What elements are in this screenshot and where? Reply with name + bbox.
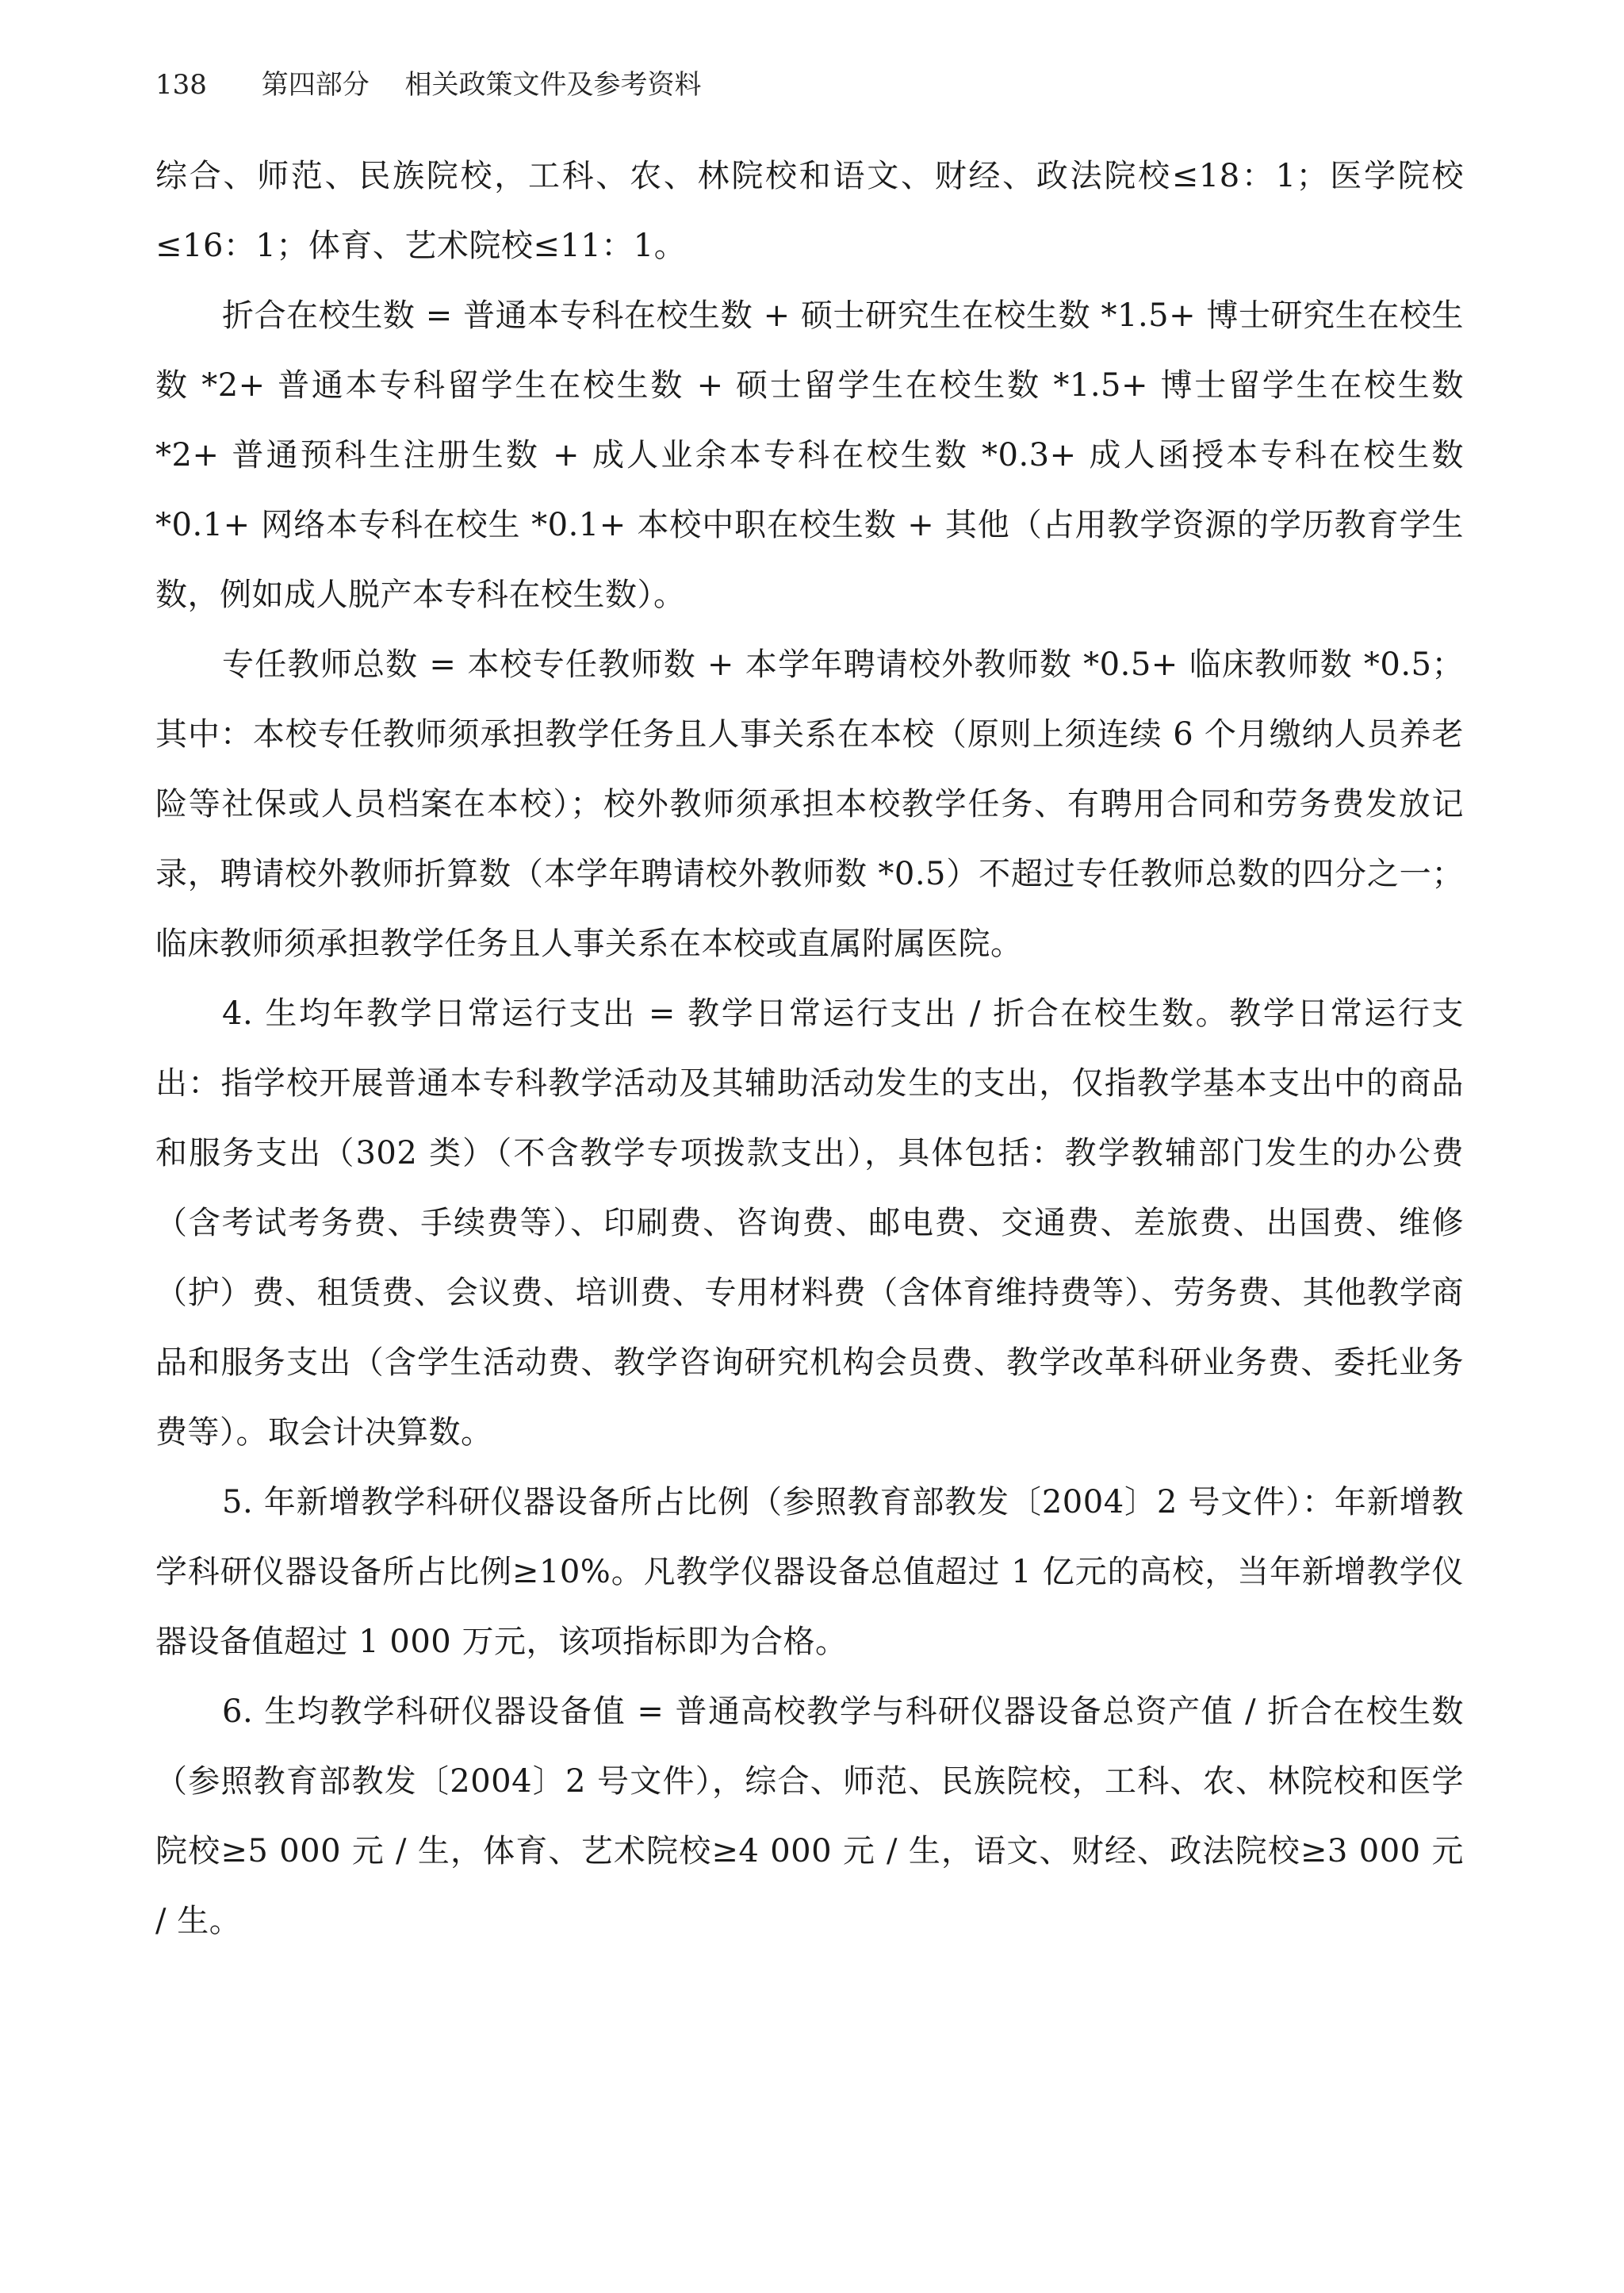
- paragraph-item-4: 4. 生均年教学日常运行支出 = 教学日常运行支出 / 折合在校生数。教学日常运行支出：指学校开展普通本专科教学活动及其辅助活动发生的支出，仅指教学基本支出中的商品和服务支出（302 类）（不含教学专项拨款支出），具体包括：教学教辅部门发生的办公费（含考试考务费、手续费等）、印刷费、咨询费、邮电费、交通费、差旅费、出国费、维修（护）费、租赁费、会议费、培训费、专用材料费（含体育维持费等）、劳务费、其他教学商品和服务支出（含学生活动费、教学咨询研究机构会员费、教学改革科研业务费、委托业务费等）。取会计决算数。: [155, 995, 1464, 1451]
- body-text: [155, 141, 1464, 1956]
- paragraph-enrollment-formula: 折合在校生数 = 普通本专科在校生数 + 硕士研究生在校生数 *1.5+ 博士研究生在校生数 *2+ 普通本专科留学生在校生数 + 硕士留学生在校生数 *1.5+ 博士留学生在校生数 *2+ 普通预科生注册生数 + 成人业余本专科在校生数 *0.3+ 成人函授本专科在校生数 *0.1+ 网络本专科在校生 *0.1+ 本校中职在校生数 + 其他（占用教学资源的学历教育学生数，例如成人脱产本专科在校生数）。: [155, 297, 1464, 613]
- page-number: 138: [155, 69, 207, 101]
- paragraph-teacher-count: 专任教师总数 = 本校专任教师数 + 本学年聘请校外教师数 *0.5+ 临床教师数 *0.5；其中：本校专任教师须承担教学任务且人事关系在本校（原则上须连续 6 个月缴纳人员养老险等社保或人员档案在本校）；校外教师须承担本校教学任务、有聘用合同和劳务费发放记录，聘请校外教师折算数（本学年聘请校外教师数 *0.5）不超过专任教师总数的四分之一；临床教师须承担教学任务且人事关系在本校或直属附属医院。: [155, 646, 1464, 962]
- section-title: 相关政策文件及参考资料: [404, 69, 702, 101]
- part-label: 第四部分: [261, 69, 370, 101]
- paragraph-item-5: 5. 年新增教学科研仪器设备所占比例（参照教育部教发〔2004〕2 号文件）：年新增教学科研仪器设备所占比例≥10%。凡教学仪器设备总值超过 1 亿元的高校，当年新增教学仪器设备值超过 1 000 万元，该项指标即为合格。: [155, 1484, 1464, 1660]
- paragraph-continuation: 综合、师范、民族院校，工科、农、林院校和语文、财经、政法院校≤18：1；医学院校≤16：1；体育、艺术院校≤11：1。: [155, 158, 1464, 264]
- paragraph-item-6: 6. 生均教学科研仪器设备值 = 普通高校教学与科研仪器设备总资产值 / 折合在校生数（参照教育部教发〔2004〕2 号文件），综合、师范、民族院校，工科、农、林院校和医学院校≥5 000 元 / 生，体育、艺术院校≥4 000 元 / 生，语文、财经、政法院校≥3 000 元 / 生。: [155, 1693, 1464, 1939]
- running-head: [155, 67, 702, 103]
